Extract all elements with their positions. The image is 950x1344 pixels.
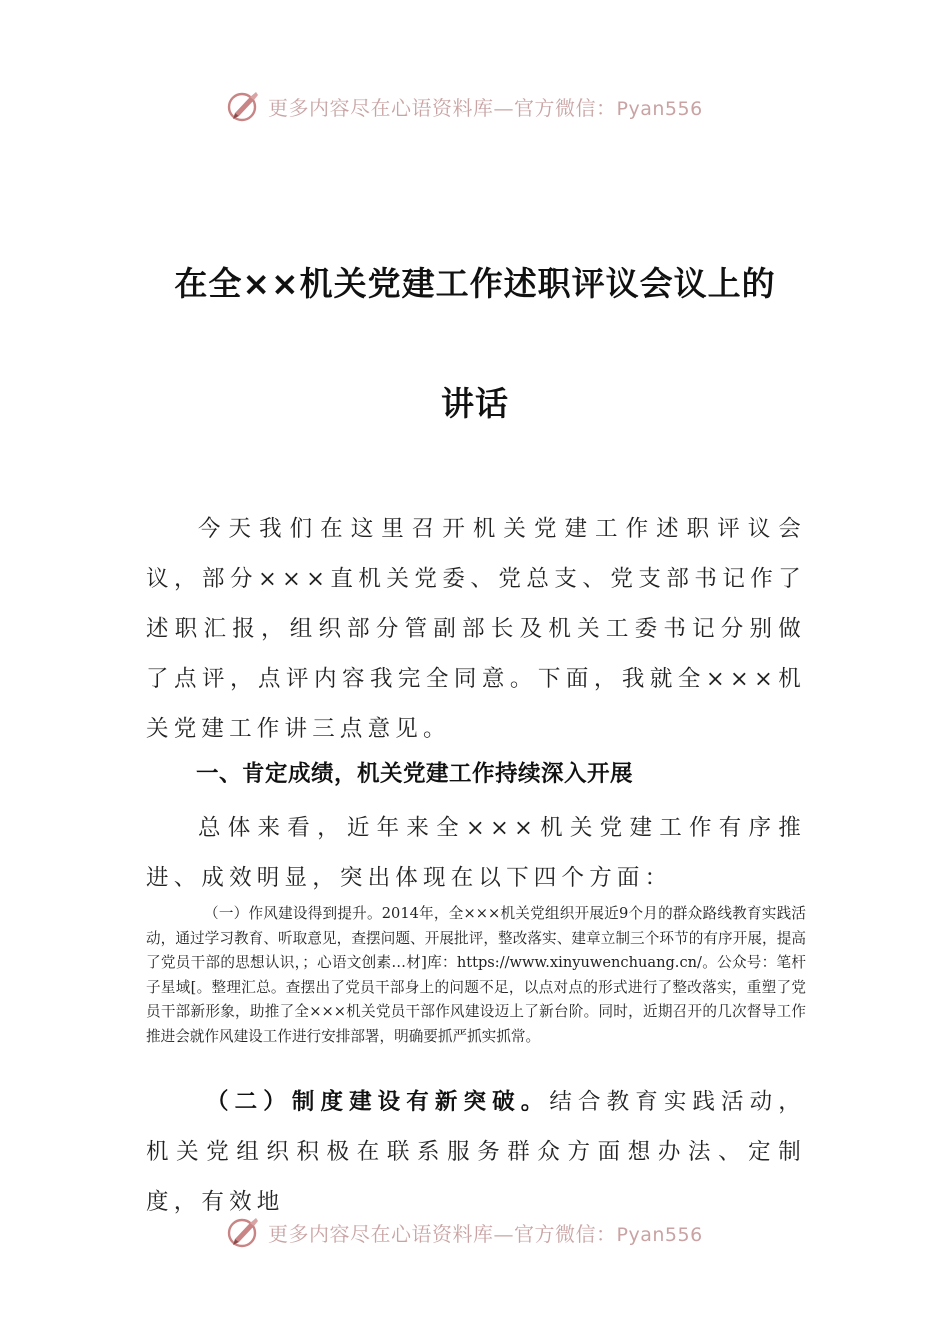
section-1-intro: 总体来看，近年来全×××机关党建工作有序推进、成效明显，突出体现在以下四个方面： [146,815,806,891]
document-title-line-1: 在全××机关党建工作述职评议会议上的 [174,264,776,303]
wechat-id: Pyan556 [616,97,703,120]
intro-paragraph: 今天我们在这里召开机关党建工作述职评议会议，部分×××直机关党委、党总支、党支部书记作了述职汇报，组织部分管副部长及机关工委书记分别做了点评，点评内容我完全同意。下面，我就全×××机关党建工作讲三点意见。 [146,516,806,742]
footer-watermark-banner [226,1210,703,1254]
document-title-line-2: 讲话 [441,384,509,423]
header-watermark-banner [226,84,703,128]
item-2-text: 结合教育实践活动，机关党组织积极在联系服务群众方面想办法、定制度，有效地 [146,1089,806,1215]
section-1-heading: 一、肯定成绩，机关党建工作持续深入开展 [196,761,634,787]
item-2-heading: （二）制度建设有新突破。 [206,1089,550,1115]
watermark-label: 更多内容尽在心语资料库—官方微信： [268,95,617,120]
watermark-text [268,92,703,121]
item-1-paragraph: （一）作风建设得到提升。2014年，全×××机关党组织开展近9个月的群众路线教育实践活动，通过学习教育、听取意见，查摆问题、开展批评，整改落实、建章立制三个环节的有序开展，提高了党员干部的思想认识，；心语文创素…材]库：https://www.xinyuwenchuang.cn/。公众号：笔杆子星域[。整理汇总。查摆出了党员干部身上的问题不足，以点对点的形式进行了整改落实，重塑了党员干部新形象，助推了全×××机关党员干部作风建设迈上了新台阶。同时，近期召开的几次督导工作推进会就作风建设工作进行安排部署，明确要抓严抓实抓常。 [146,905,806,1045]
wechat-id: Pyan556 [616,1223,703,1246]
pen-logo-icon [226,1214,262,1250]
pen-logo-icon [226,88,262,124]
watermark-text [268,1218,703,1247]
item-2-paragraph [146,1077,806,1227]
watermark-label: 更多内容尽在心语资料库—官方微信： [268,1221,617,1246]
